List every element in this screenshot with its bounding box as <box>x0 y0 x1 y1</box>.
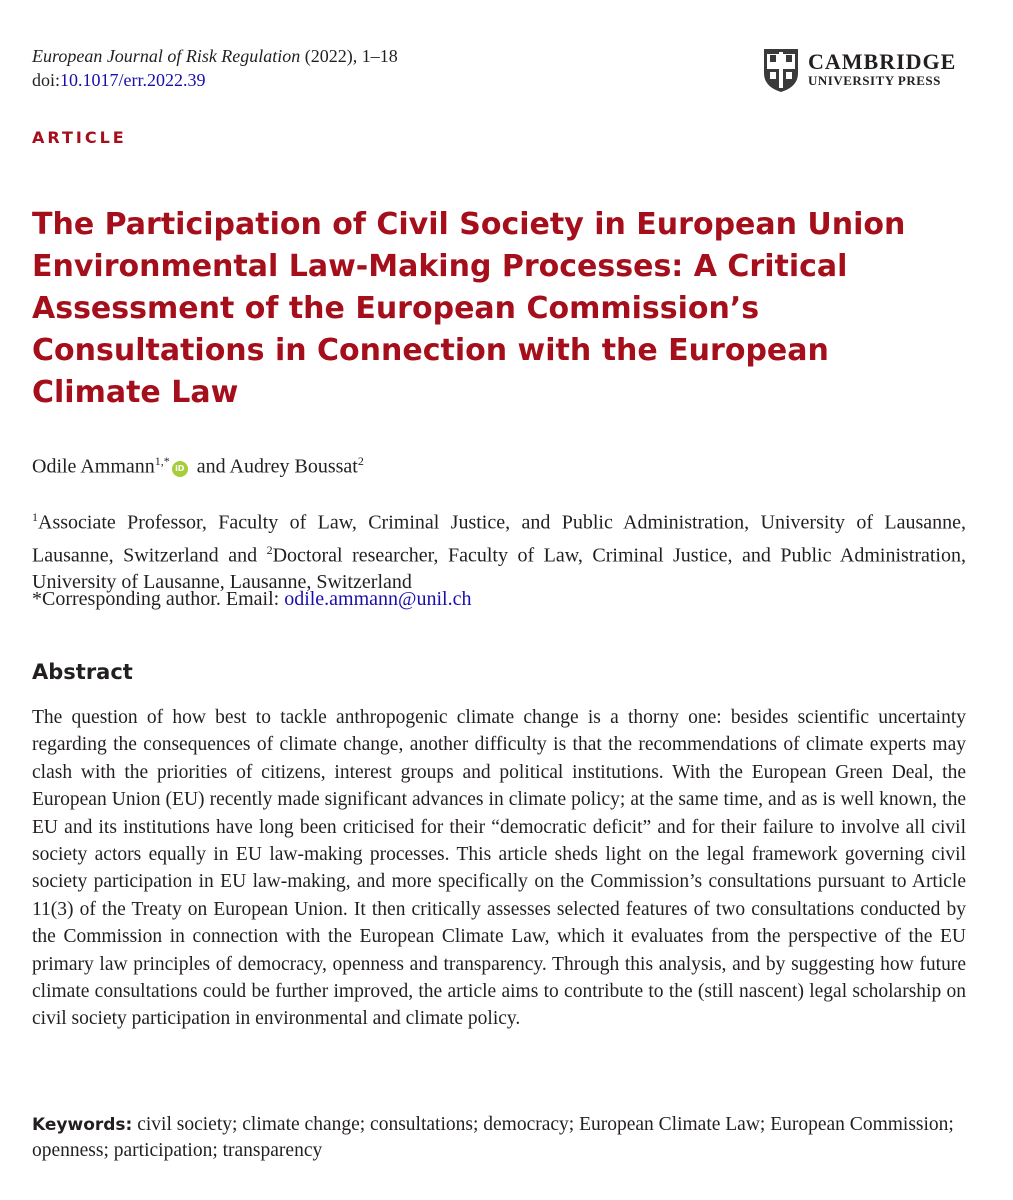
publisher-wordmark <box>808 51 956 89</box>
journal-issue: (2022), 1–18 <box>300 46 398 66</box>
keywords-text: civil society; climate change; consultations; democracy; European Climate Law; European Commission; openness; participation; transparency <box>32 1114 954 1161</box>
journal-name: European Journal of Risk Regulation <box>32 46 301 66</box>
corresponding-author <box>32 588 471 611</box>
author-2-affil: 2 <box>357 454 364 468</box>
author-1[interactable]: Odile Ammann <box>32 455 155 478</box>
abstract-heading: Abstract <box>32 660 133 684</box>
article-title: The Participation of Civil Society in European Union Environmental Law-Making Processes: A Critical Assessment of the European Commission’s Consultations in Connection with the European Climate Law <box>32 207 906 410</box>
affil-2-marker: 2 <box>266 542 273 557</box>
author-connector: and <box>191 455 230 478</box>
affiliations <box>32 504 966 596</box>
doi-line <box>32 68 398 92</box>
journal-citation <box>32 44 398 68</box>
corresponding-label: *Corresponding author. Email: <box>32 588 285 610</box>
email-link[interactable]: odile.ammann@unil.ch <box>284 588 472 610</box>
doi-prefix: doi: <box>32 70 61 90</box>
affil-1-text: Associate Professor, Faculty of Law, Criminal Justice, and Public Administration, University of Lausanne, Lausanne, Switzerland and <box>32 511 966 567</box>
author-2[interactable]: Audrey Boussat <box>229 455 358 478</box>
publisher-line1: CAMBRIDGE <box>808 49 957 74</box>
abstract-text: The question of how best to tackle anthropogenic climate change is a thorny one: besides scientific uncertainty regarding the consequences of climate change, another difficulty is that the recommendations of climate experts may clash with the priorities of citizens, interest groups and political institutions. With the European Green Deal, the European Union (EU) recently made significant advances in climate policy; at the same time, and as is well known, the EU and its institutions have long been criticised for their “democratic deficit” and for their failure to involve all civil society actors equally in EU law-making processes. This article sheds light on the legal framework governing civil society participation in EU law-making, and more specifically on the Commission’s consultations pursuant to Article 11(3) of the Treaty on European Union. It then critically assesses selected features of two consultations conducted by the Commission in connection with the European Climate Law, which it evaluates from the perspective of the EU primary law principles of democracy, openness and transparency. Through this analysis, and by suggesting how future climate consultations could be further improved, the article aims to contribute to the (still nascent) legal scholarship on civil society participation in environmental and climate policy. <box>32 707 966 1030</box>
author-line <box>32 454 364 479</box>
keywords-label: Keywords: <box>32 1115 133 1135</box>
publisher-logo <box>762 46 967 94</box>
affil-1-marker: 1 <box>32 510 38 524</box>
section-label: ARTICLE <box>32 128 127 147</box>
journal-header <box>32 44 398 92</box>
keywords <box>32 1112 966 1164</box>
publisher-line2: UNIVERSITY PRESS <box>808 73 941 88</box>
doi-link[interactable]: 10.1017/err.2022.39 <box>60 70 206 90</box>
affil-2-text: Doctoral researcher, Faculty of Law, Criminal Justice, and Public Administration, University of Lausanne, Lausanne, Switzerland <box>32 544 966 594</box>
cambridge-shield-icon <box>762 47 800 93</box>
author-1-affil: 1,* <box>154 454 170 468</box>
orcid-icon[interactable]: iD <box>172 461 188 477</box>
